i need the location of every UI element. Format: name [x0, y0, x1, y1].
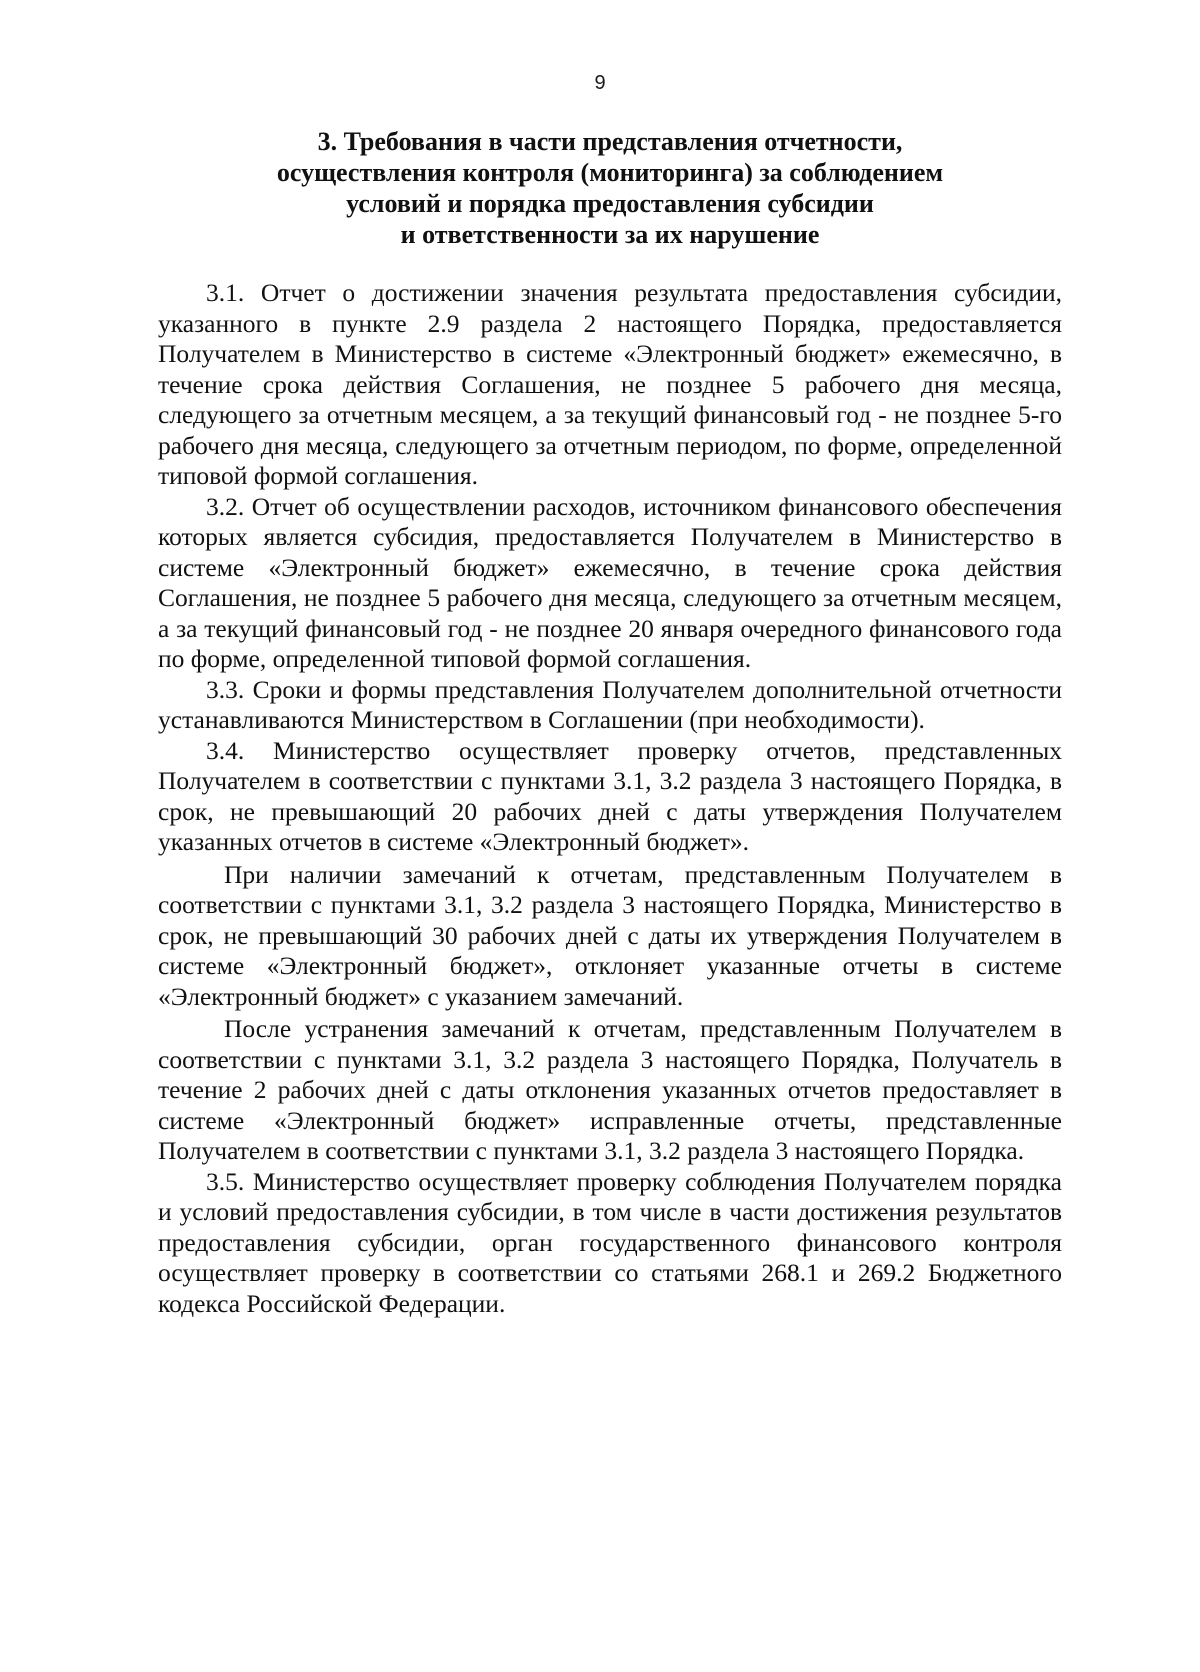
- paragraph-3-2: 3.2. Отчет об осуществлении расходов, источником финансового обеспечения которых является субсидия, предоставляется Получателем в Министерство в системе «Электронный бюджет» ежемесячно, в течение срока действия Соглашения, не позднее 5 рабочего дня месяца, следующего за отчетным месяцем, а за текущий финансовый год - не позднее 20 января очередного финансового года по форме, определенной типовой формой соглашения.: [158, 491, 1062, 673]
- page-number: 9: [594, 72, 606, 94]
- document-body: [158, 278, 1062, 1319]
- heading-line: осуществления контроля (мониторинга) за соблюдением: [276, 158, 944, 187]
- paragraph-3-5: 3.5. Министерство осуществляет проверку соблюдения Получателем порядка и условий предоставления субсидии, в том числе в части достижения результатов предоставления субсидии, орган государственного финансового контроля осуществляет проверку в соответствии со статьями 268.1 и 269.2 Бюджетного кодекса Российской Федерации.: [158, 1166, 1062, 1318]
- heading-line: и ответственности за их нарушение: [400, 220, 820, 249]
- paragraph-3-4: 3.4. Министерство осуществляет проверку отчетов, представленных Получателем в соответствии с пунктами 3.1, 3.2 раздела 3 настоящего Порядка, в срок, не превышающий 20 рабочих дней с даты утверждения Получателем указанных отчетов в системе «Электронный бюджет».: [158, 735, 1062, 856]
- heading-line: условий и порядка предоставления субсидии: [346, 189, 874, 218]
- paragraph-corrections: После устранения замечаний к отчетам, представленным Получателем в соответствии с пунктами 3.1, 3.2 раздела 3 настоящего Порядка, Получатель в течение 2 рабочих дней с даты отклонения указанных отчетов предоставляет в системе «Электронный бюджет» исправленные отчеты, представленные Получателем в соответствии с пунктами 3.1, 3.2 раздела 3 настоящего Порядка.: [158, 1014, 1062, 1165]
- paragraph-3-1: 3.1. Отчет о достижении значения результата предоставления субсидии, указанного в пункте 2.9 раздела 2 настоящего Порядка, предоставляется Получателем в Министерство в системе «Электронный бюджет» ежемесячно, в течение срока действия Соглашения, не позднее 5 рабочего дня месяца, следующего за отчетным месяцем, а за текущий финансовый год - не позднее 5-го рабочего дня месяца, следующего за отчетным периодом, по форме, определенной типовой формой соглашения.: [158, 278, 1062, 490]
- section-heading: [160, 126, 1060, 250]
- paragraph-remarks: При наличии замечаний к отчетам, представленным Получателем в соответствии с пунктами 3.1, 3.2 раздела 3 настоящего Порядка, Министерство в срок, не превышающий 30 рабочих дней с даты их утверждения Получателем в системе «Электронный бюджет», отклоняет указанные отчеты в системе «Электронный бюджет» с указанием замечаний.: [158, 859, 1062, 1011]
- heading-line: 3. Требования в части представления отчетности,: [317, 127, 903, 156]
- paragraph-3-3: 3.3. Сроки и формы представления Получателем дополнительной отчетности устанавливаются Министерством в Соглашении (при необходимости).: [158, 674, 1062, 734]
